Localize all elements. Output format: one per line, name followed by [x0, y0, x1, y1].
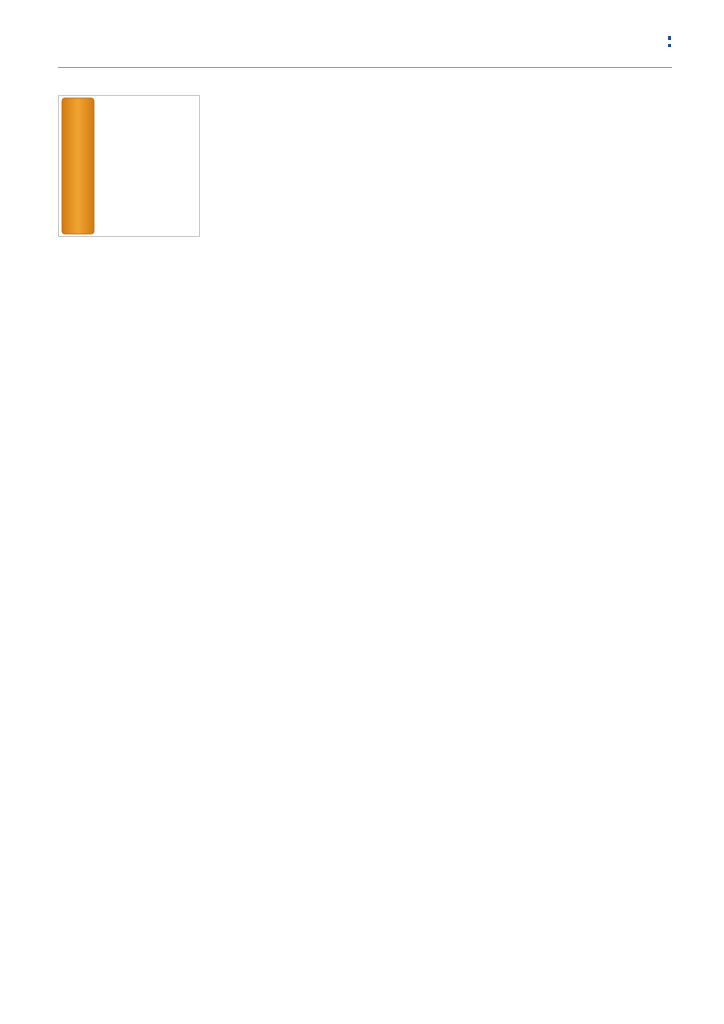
page-footer [58, 998, 672, 1010]
header-divider [58, 67, 672, 68]
logo-dots-icon [668, 36, 672, 47]
frame-5x-image [59, 96, 199, 236]
product-image [58, 95, 200, 237]
spec-panel [218, 95, 672, 118]
hager-logo[interactable] [668, 26, 673, 54]
